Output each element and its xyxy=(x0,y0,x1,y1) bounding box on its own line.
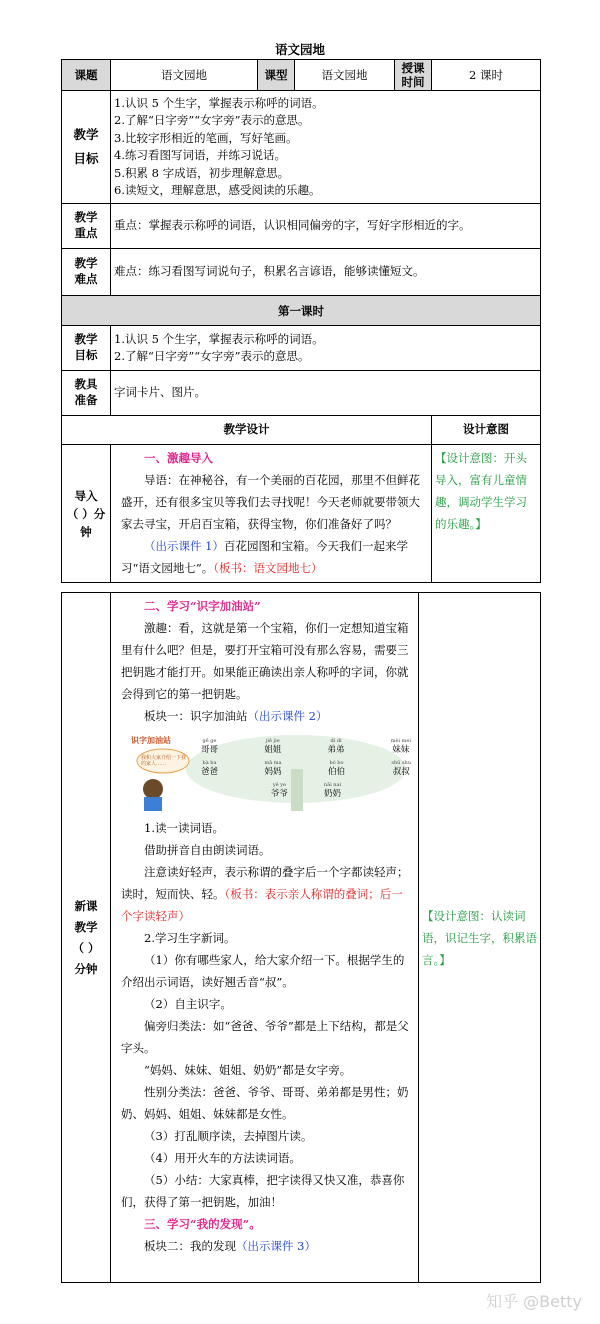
word-card: gē ge 哥哥 xyxy=(201,738,219,755)
design-header: 教学设计 xyxy=(62,416,432,445)
lesson-para: 激趣：看，这就是第一个宝箱，你们一定想知道宝箱里有什么吧？但是，要打开宝箱可没有那么容易，需要三把钥匙才能打开。如果能正确读出亲人称呼的字词，你就会得到它的第一把钥匙。 xyxy=(121,621,409,701)
goal-item: 4.练习看图写词语，并练习说话。 xyxy=(114,148,286,162)
goals-label: 教学 目标 xyxy=(62,91,111,204)
difficulty-text: 难点：练习看图写词说句子，积累名言谚语，能够读懂短文。 xyxy=(111,249,541,296)
intro-para2: （出示课件 1）百花园图和宝箱。今天我们一起来学习“语文园地七”。（板书：语文园地七） xyxy=(121,539,408,575)
goal-item: 5.积累 8 字成语，初步理解意思。 xyxy=(114,165,290,180)
lesson-goal-item: 2.了解“日字旁”“女字旁”表示的意思。 xyxy=(114,349,310,363)
word-card: bó bo 伯伯 xyxy=(327,760,345,777)
intro-intent: 【设计意图：开头导入，富有儿童情趣，调动学生学习的乐趣。】 xyxy=(432,445,541,583)
word-card: shū shu 叔叔 xyxy=(391,760,411,777)
board-note: （板书：语文园地七） xyxy=(213,561,323,575)
goal-item: 6.读短文，理解意思，感受阅读的乐趣。 xyxy=(114,183,321,197)
lesson-para: （2）自主识字。 xyxy=(144,997,232,1011)
lesson-para: 偏旁归类法：如“爸爸、爷爷”都是上下结构，都是父字头。 xyxy=(121,1019,409,1055)
header-topic-label: 课题 xyxy=(62,60,111,91)
goal-item: 2.了解“日字旁”“女字旁”表示的意思。 xyxy=(114,113,310,127)
lesson-goals-list xyxy=(111,326,541,371)
block-line: 板块二：我的发现（出示课件 3） xyxy=(144,1239,316,1253)
intro-content xyxy=(111,445,432,583)
lesson-goals-label: 教学 目标 xyxy=(62,326,111,371)
speech-bubble: 我和大家介绍一下我的家人…… xyxy=(141,755,187,767)
header-type-label: 课型 xyxy=(258,60,295,91)
lesson-para: 注意读好轻声，表示称谓的叠字后一个字都读轻声；读时，短而快、轻。（板书：表示亲人称谓的叠词；后一个字读轻声） xyxy=(121,865,409,923)
lesson-para: 借助拼音自由朗读词语。 xyxy=(144,843,271,857)
goal-item: 3.比较字形相近的笔画，写好笔画。 xyxy=(114,130,298,145)
intent-header: 设计意图 xyxy=(432,416,541,445)
new-lesson-table xyxy=(61,592,541,1283)
word-card: mèi mei 妹妹 xyxy=(390,738,411,755)
page-title: 语文园地 xyxy=(274,42,325,57)
word-card: nǎi nai 奶奶 xyxy=(323,782,342,799)
intro-label: 导入 （ ）分 钟 xyxy=(62,445,111,583)
step-title: 1.读一读词语。 xyxy=(144,821,224,835)
goal-item: 1.认识 5 个生字，掌握表示称呼的词语。 xyxy=(114,95,324,110)
watermark: 知乎 @Betty xyxy=(486,1292,582,1311)
word-picture xyxy=(131,729,414,813)
courseware-tag: （出示课件 1） xyxy=(144,539,224,553)
tools-text: 字词卡片、图片。 xyxy=(111,371,541,416)
block-line: 板块一：识字加油站（出示课件 2） xyxy=(144,709,328,723)
tools-label: 教具 准备 xyxy=(62,371,111,416)
key-label: 教学 重点 xyxy=(62,204,111,249)
word-card: bà ba 爸爸 xyxy=(201,760,219,777)
goals-list xyxy=(111,91,541,204)
intro-para: 导语：在神秘谷，有一个美丽的百花园，那里不但鲜花盛开，还有很多宝贝等我们去寻找呢！今天老师就要带领大家去寻宝，开启百宝箱，获得宝物，你们准备好了吗？ xyxy=(121,473,420,531)
section-heading: 三、学习“我的发现”。 xyxy=(144,1217,261,1231)
courseware-tag: （出示课件 3） xyxy=(236,1239,316,1253)
difficulty-label: 教学 难点 xyxy=(62,249,111,296)
word-card: mā ma 妈妈 xyxy=(264,760,282,777)
word-card: dì di 弟弟 xyxy=(327,738,345,755)
lesson-para: （3）打乱顺序读，去掉图片读。 xyxy=(144,1129,313,1143)
word-card: jiě jie 姐姐 xyxy=(264,738,282,755)
header-time-value: 2 课时 xyxy=(432,60,541,91)
header-topic-value: 语文园地 xyxy=(111,60,258,91)
board-note: （板书：表示亲人称谓的叠词；后一个字读轻声） xyxy=(121,887,403,923)
step-title: 2.学习生字新词。 xyxy=(144,931,236,945)
header-type-value: 语文园地 xyxy=(295,60,395,91)
word-grid xyxy=(201,737,411,799)
lesson-para: （5）小结：大家真棒，把字读得又快又准，恭喜你们，获得了第一把钥匙，加油！ xyxy=(121,1173,405,1209)
lesson-para: （1）你有哪些家人，给大家介绍一下。根据学生的介绍出示词语，读好翘舌音“叔”。 xyxy=(121,953,405,989)
new-lesson-label: 新课 教学 （ ） 分钟 xyxy=(62,593,111,1283)
lesson-one-heading: 第一课时 xyxy=(62,296,541,326)
lesson-plan-table xyxy=(61,59,541,583)
key-text: 重点：掌握表示称呼的词语，认识相同偏旁的字，写好字形相近的字。 xyxy=(111,204,541,249)
lesson-goal-item: 1.认识 5 个生字，掌握表示称呼的词语。 xyxy=(114,331,324,346)
intro-heading: 一、激趣导入 xyxy=(144,451,213,465)
new-lesson-intent: 【设计意图：认读词语，识记生字，积累语言。】 xyxy=(419,593,541,1283)
header-time-label: 授课 时间 xyxy=(395,60,432,91)
lesson-para: （4）用开火车的方法读词语。 xyxy=(144,1151,301,1165)
picture-tag: 识字加油站 xyxy=(131,735,171,745)
section-heading: 二、学习“识字加油站” xyxy=(144,599,261,613)
courseware-tag: （出示课件 2） xyxy=(247,709,328,723)
word-card: yé ye 爷爷 xyxy=(270,782,288,799)
lesson-para: 性别分类法：爸爸、爷爷、哥哥、弟弟都是男性；奶奶、妈妈、姐姐、妹妹都是女性。 xyxy=(121,1085,409,1121)
lesson-para: “妈妈、妹妹、姐姐、奶奶”都是女字旁。 xyxy=(144,1063,352,1077)
new-lesson-content xyxy=(111,593,419,1283)
